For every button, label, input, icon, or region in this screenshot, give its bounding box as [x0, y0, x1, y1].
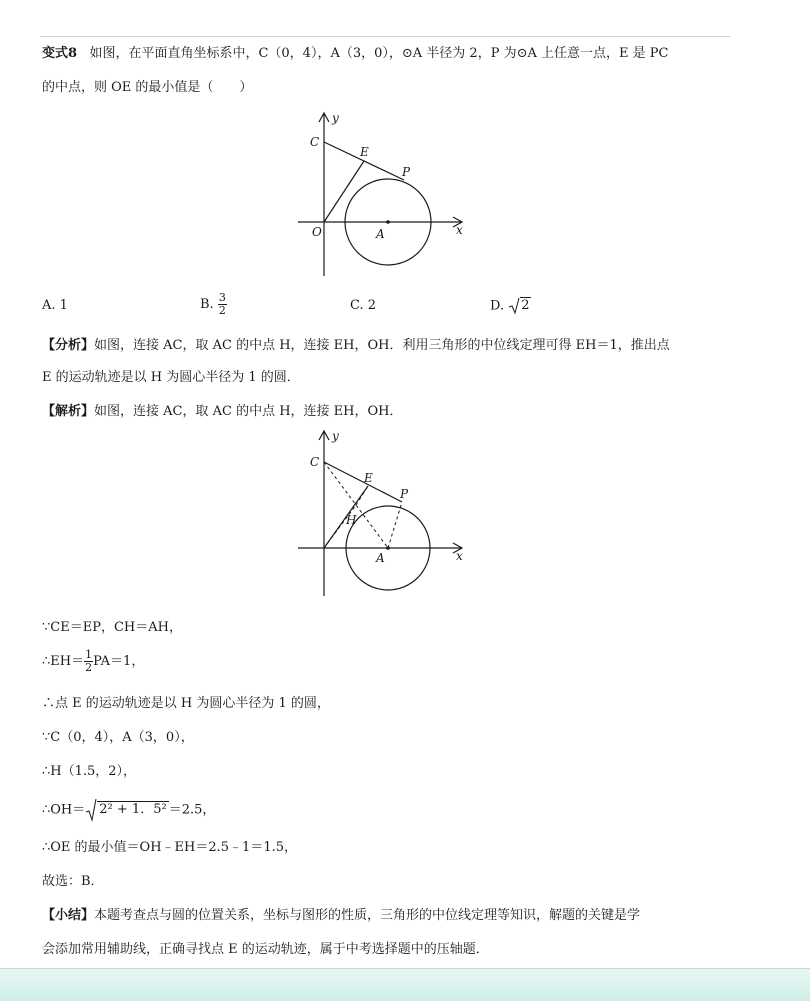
option-d-prefix: D. — [490, 298, 505, 314]
sqrt-sign-icon — [85, 798, 97, 822]
option-d — [490, 296, 531, 317]
solution-step-6-prefix: ∴OH＝ — [42, 802, 86, 818]
summary-text-1: 本题考查点与圆的位置关系，坐标与图形的性质，三角形的中位线定理等知识，解题的关键是学 — [94, 908, 641, 923]
option-c: C. 2 — [350, 298, 377, 313]
fig2-dashed-he — [356, 486, 368, 505]
option-a: A. 1 — [42, 298, 68, 313]
solution-step-2-denominator: 2 — [85, 661, 93, 674]
solution-tag: 【解析】 — [42, 404, 95, 419]
summary-tag: 【小结】 — [42, 908, 95, 923]
option-b-prefix: B. — [200, 297, 214, 312]
fig2-dashed-ap — [388, 502, 402, 548]
figure-2 — [296, 426, 472, 598]
analysis-text-1: 如图，连接 AC，取 AC 的中点 H，连接 EH，OH．利用三角形的中位线定理可得 EH＝1，推出点 — [94, 338, 670, 353]
fig1-label-p: P — [402, 165, 411, 179]
solution-step-2 — [42, 648, 144, 676]
problem-label: 变式8 — [42, 46, 78, 61]
fig1-point-a — [386, 220, 390, 224]
option-b-numerator: 3 — [218, 291, 226, 304]
fig1-label-y: y — [332, 111, 339, 125]
solution-step-3: ∴点 E 的运动轨迹是以 H 为圆心半径为 1 的圆， — [42, 696, 330, 711]
option-d-sqrt — [508, 296, 530, 316]
solution-step-5: ∴H（1.5，2）， — [42, 764, 137, 779]
solution-step-1: ∵CE＝EP，CH＝AH， — [42, 620, 182, 635]
solution-step-6 — [42, 796, 215, 825]
solution-step-4: ∵C（0，4），A（3，0）， — [42, 730, 194, 745]
option-b-denominator: 2 — [218, 304, 226, 317]
problem-text-1: 如图，在平面直角坐标系中，C（0，4），A（3，0），⊙A 半径为 2，P 为⊙A 上任意一点，E 是 PC — [89, 46, 669, 61]
solution-step-6-sqrt — [85, 796, 168, 824]
figure-1 — [296, 108, 472, 278]
fig2-segment-cp — [324, 462, 402, 502]
solution-step-2-prefix: ∴EH＝ — [42, 654, 85, 669]
fig1-label-o: O — [312, 225, 322, 239]
solution-line-1 — [42, 402, 403, 422]
fig2-label-c: C — [310, 455, 320, 469]
analysis-line-2: E 的运动轨迹是以 H 为圆心半径为 1 的圆． — [42, 370, 300, 385]
problem-line-1 — [42, 44, 668, 64]
solution-step-7: ∴OE 的最小值＝OH﹣EH＝2.5﹣1＝1.5， — [42, 840, 297, 855]
top-rule — [40, 36, 730, 37]
solution-step-8: 故选：B． — [42, 874, 104, 889]
solution-step-2-fraction — [84, 649, 93, 674]
fig1-label-e: E — [360, 145, 369, 159]
fig2-label-h: H — [346, 513, 357, 527]
solution-step-2-numerator: 1 — [85, 648, 93, 661]
summary-line-1 — [42, 906, 640, 926]
bottom-band — [0, 968, 810, 1001]
option-b — [200, 292, 227, 318]
solution-text-1: 如图，连接 AC，取 AC 的中点 H，连接 EH，OH． — [94, 404, 403, 419]
option-d-radicand: 2 — [521, 298, 530, 313]
analysis-tag: 【分析】 — [42, 338, 95, 353]
solution-step-6-radicand: 2² + 1．5² — [99, 802, 167, 817]
fig2-label-y: y — [332, 429, 339, 443]
fig2-label-e: E — [364, 471, 373, 485]
sqrt-sign-icon — [508, 297, 520, 315]
fig1-label-c: C — [310, 135, 320, 149]
fig1-label-x: x — [456, 223, 463, 237]
solution-step-6-suffix: ＝2.5， — [168, 802, 216, 818]
fig2-label-p: P — [400, 487, 409, 501]
summary-line-2: 会添加常用辅助线，正确寻找点 E 的运动轨迹，属于中考选择题中的压轴题． — [42, 942, 489, 957]
analysis-line-1 — [42, 336, 670, 356]
fig2-label-a: A — [376, 551, 385, 565]
fig1-label-a: A — [376, 227, 385, 241]
fig2-label-x: x — [456, 549, 463, 563]
option-b-fraction — [218, 292, 227, 317]
solution-step-2-suffix: PA＝1， — [93, 654, 145, 669]
fig2-point-a — [386, 546, 390, 550]
problem-line-2: 的中点，则 OE 的最小值是（ ） — [42, 80, 253, 95]
